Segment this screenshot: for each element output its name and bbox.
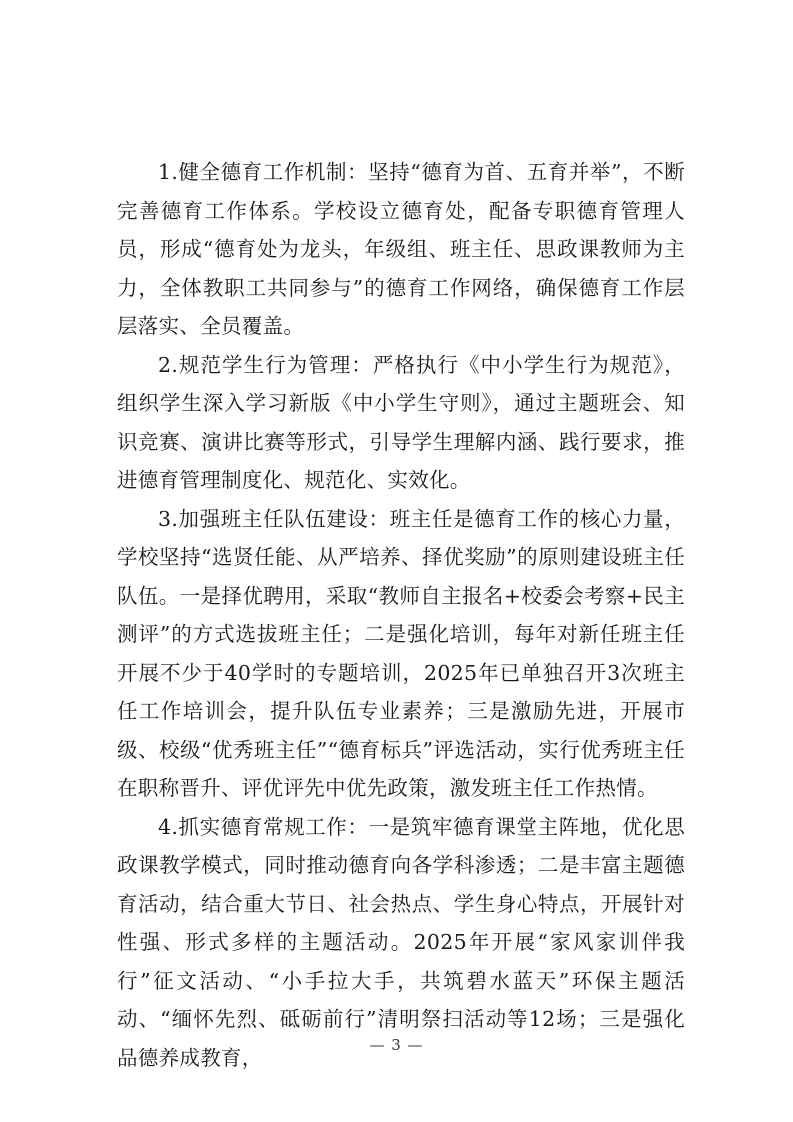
paragraph-4-third-point-marker: 三是: [598, 1007, 643, 1031]
paragraph-4-first-point-text: 筑牢德育课堂主阵地，优化思政课教学模式，同时推动德育向各学科渗透；: [117, 814, 686, 877]
paragraph-2-text: 2.规范学生行为管理：严格执行《中小学生行为规范》，组织学生深入学习新版《中小学生守则》，通过主题班会、知识竞赛、演讲比赛等形式，引导学生理解内涵、践行要求，推进德育管理制度化、规范化、实效化。: [117, 352, 685, 492]
paragraph-3-first-point-text: 择优聘用，采取“教师自主报名+校委会考察+民主测评”的方式选拔班主任；: [117, 583, 686, 646]
paragraph-3-first-point-marker: 一是: [179, 583, 222, 608]
paragraph-1-text: 1.健全德育工作机制：坚持“德育为首、五育并举”，不断完善德育工作体系。学校设立德育处，配备专职德育管理人员，形成“德育处为龙头，年级组、班主任、思政课教师为主力，全体教职工共同参与”的德育工作网络，确保德育工作层层落实、全员覆盖。: [117, 160, 685, 338]
paragraph-3: [117, 500, 685, 808]
paragraph-4-first-point-marker: 一是: [368, 814, 411, 839]
paragraph-3-second-point-text: 强化培训，每年对新任班主任开展不少于40学时的专题培训，2025年已单独召开3次班主任工作培训会，提升队伍专业素养；: [117, 622, 685, 723]
paragraph-4-second-point-marker: 二是: [537, 853, 581, 877]
document-body: [117, 153, 685, 1077]
paragraph-4-text-intro: 4.抓实德育常规工作：: [158, 814, 369, 839]
paragraph-2: [117, 346, 685, 500]
paragraph-3-third-point-text: 激励先进，开展市级、校级“优秀班主任”“德育标兵”评选活动，实行优秀班主任在职称晋升、评优评先中优先政策，激发班主任工作热情。: [117, 699, 685, 800]
paragraph-3-text-intro: 3.加强班主任队伍建设：班主任是德育工作的核心力量，学校坚持“选贤任能、从严培养、择优奖励”的原则建设班主任队伍。: [117, 506, 685, 608]
paragraph-4-third-point-text: 强化品德养成教育，: [117, 1007, 685, 1070]
page-number: — 3 —: [369, 1036, 424, 1054]
paragraph-1: [117, 153, 685, 346]
paragraph-3-third-point-marker: 三是: [466, 699, 511, 723]
paragraph-3-second-point-marker: 二是: [363, 622, 408, 646]
paragraph-4-second-point-text: 丰富主题德育活动，结合重大节日、社会热点、学生身心特点，开展针对性强、形式多样的主题活动。2025年开展“家风家训伴我行”征文活动、“小手拉大手，共筑碧水蓝天”环保主题活动、“缅怀先烈、砥砺前行”清明祭扫活动等12场；: [117, 853, 685, 1031]
